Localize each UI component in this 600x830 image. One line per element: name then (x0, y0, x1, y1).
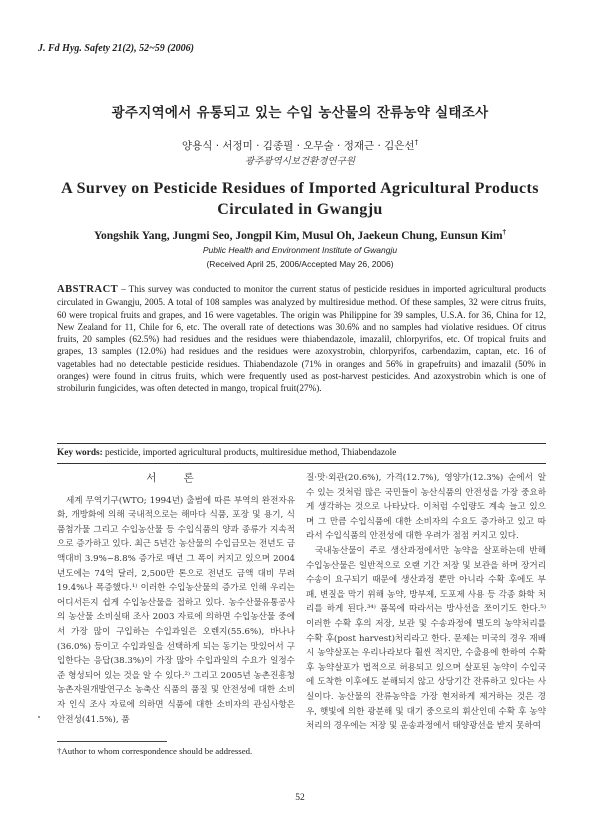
authors-english-names: Yongshik Yang, Jungmi Seo, Jongpil Kim, Musul Oh, Jaekeun Chung, Eunsun Kim (93, 229, 503, 242)
abstract (57, 283, 546, 395)
scan-mark (38, 716, 40, 718)
authors-english (0, 228, 600, 242)
keywords-label: Key words: (57, 448, 103, 458)
section-heading-introduction: 서 론 (146, 472, 206, 484)
page-number: 52 (295, 793, 305, 803)
paragraph: 질·맛·외관(20.6%), 가격(12.7%), 영양가(12.3%) 순에서 알 수 있는 것처럼 많은 국민들이 농산식품의 안전성을 가장 중요하게 생각하는 것으로 나타났다. 이처럼 수입량도 계속 늘고 있으며 그 만큼 수입식품에 대한 소비자의 수요도 증가하고 있고 따라서 수입식품의 안전성에 대한 우려가 점점 커지고 있다. (306, 473, 546, 542)
affiliation-korean: 광주광역시보건환경연구원 (244, 156, 356, 167)
title-english: A Survey on Pesticide Residues of Imported Agricultural Products Circulated in Gwangju (61, 180, 539, 218)
divider-bottom (57, 463, 546, 464)
abstract-label: ABSTRACT (57, 284, 119, 295)
paragraph: 세계 무역기구(WTO; 1994년) 출범에 따른 부역의 완전자유화, 개방화에 의해 국내적으로는 해마다 식품, 포장 및 용기, 식품첨가물 그리고 수입농산물 등 수입식품의 양과 종류가 지속적으로 증가하고 있다. 최근 5년간 농산물의 수입금모는 전년도 금액대비 3.9%~8.8% 증가로 매년 그 폭이 커지고 있으며 2004년도에는 74억 달러, 2,500만 톤으로 전년도 금액 대비 무려 19.4%나 폭증했다.¹⁾ 이러한 수입농산물의 증가로 인해 우리는 어디서든지 쉽게 수입농산물을 접하고 있다. 농수산물유통공사의 농산물 소비실태 조사 2003 자료에 의하면 수입농산물 중에서 가장 많이 구입하는 수입과일은 오렌지(55.6%), 바나나(36.0%) 등이고 수입과일을 선택하게 되는 동기는 맛있어서 구입한다는 응답(38.3%)이 가장 많아 수입과일의 수요가 일정수준 형성되어 있는 것을 알 수 있다.²⁾ 그리고 2005년 농촌진흥청 농촌자원개발연구소 농축산 식품의 품질 및 안전성에 대한 소비자 인식 조사 자료에 의하면 식품에 대한 소비자의 관심사항은 안전성(41.5%), 품 (57, 495, 295, 725)
affiliation-english: Public Health and Environment Institute of Gwangju (202, 245, 398, 255)
body-column-right (306, 471, 546, 734)
body-column-left (57, 471, 295, 727)
keywords (57, 448, 546, 458)
authors-korean (0, 138, 600, 153)
authors-korean-names: 양용식 · 서정미 · 김종필 · 오무술 · 정재근 · 김은선 (181, 140, 415, 152)
corresponding-mark: † (414, 138, 419, 147)
footnote: †Author to whom correspondence should be addressed. (57, 746, 253, 756)
paragraph: 국내농산물이 주로 생산과정에서만 농약을 살포하는데 반해 수입농산물은 일반적으로 오랜 기간 저장 및 보관을 하며 장거리 수송이 요구되기 때문에 생산과정 뿐만 아니라 수확 후에도 부패, 변질을 막기 위해 농약, 방부제, 도포제 사용 등 각종 화학 처리를 하게 된다.³⁴⁾ 품목에 따라서는 방사선을 쪼이기도 한다.⁵⁾ 이러한 수확 후의 저장, 보관 및 수송과정에 별도의 농약처리를 수확 후(post harvest)처리라고 한다. 문제는 미국의 경우 재배시 농약살포는 우리나라보다 훨씬 적지만, 수출용에 한하여 수확 후 농약살포가 법적으로 허용되고 있으며 살포된 농약이 수입국에 도착한 이후에도 분해되지 않고 상당기간 잔류하고 있다는 사실이다. 농산물의 잔류농약을 가장 현저하게 제거하는 것은 경우, 햇빛에 의한 광분해 및 대기 중으로의 휘산인데 수확 후 농약처리의 경우에는 저장 및 운송과정에서 태양광선을 받지 못하여 (306, 545, 546, 732)
journal-citation: J. Fd Hyg. Safety 21(2), 52~59 (2006) (38, 43, 194, 54)
corresponding-mark-en: † (502, 228, 507, 236)
received-dates: (Received April 25, 2006/Accepted May 26, 2006) (206, 259, 394, 269)
divider-top (57, 443, 546, 444)
footnote-divider (57, 741, 167, 742)
title-korean: 광주지역에서 유통되고 있는 수입 농산물의 잔류농약 실태조사 (111, 105, 489, 121)
abstract-text: – This survey was conducted to monitor the current status of pesticide residues in imported agricultural products circulated in Gwangju, 2005. A total of 108 samples was analyzed by multiresidue method. Of these samples, 32 were citrus fruits, 60 were tropical fruits and grapes, and 16 were vagetables. The origin was Philippine for 39 samples, U.S.A. for 36, China for 12, New Zealand for 11, Chile for 6, etc. The overall rate of detections was 30.6% and no samples had violative residues. Of citrus fruits, 20 samples (62.5%) had residues and the residues were thiabendazole, imazalil, chlorpyrifos, etc. Of tropical fruits and grapes, 13 samples (12.0%) had residues and the residues were azoxystrobin, chlorpyrifos, carbendazim, captan, etc. 16 of vagetables had no detectable pesticide residues. Thiabendazole (71% in oranges and 56% in grapefruits) and imazalil (50% in oranges) were found in citrus fruits, which were frequently used as post-harvest pesticides. And azoxystrobin which is one of strobilurin fungicides, was often detected in mango, tropical fruit(27%). (57, 284, 546, 394)
keywords-text: pesticide, imported agricultural products, multiresidue method, Thiabendazole (102, 448, 397, 458)
